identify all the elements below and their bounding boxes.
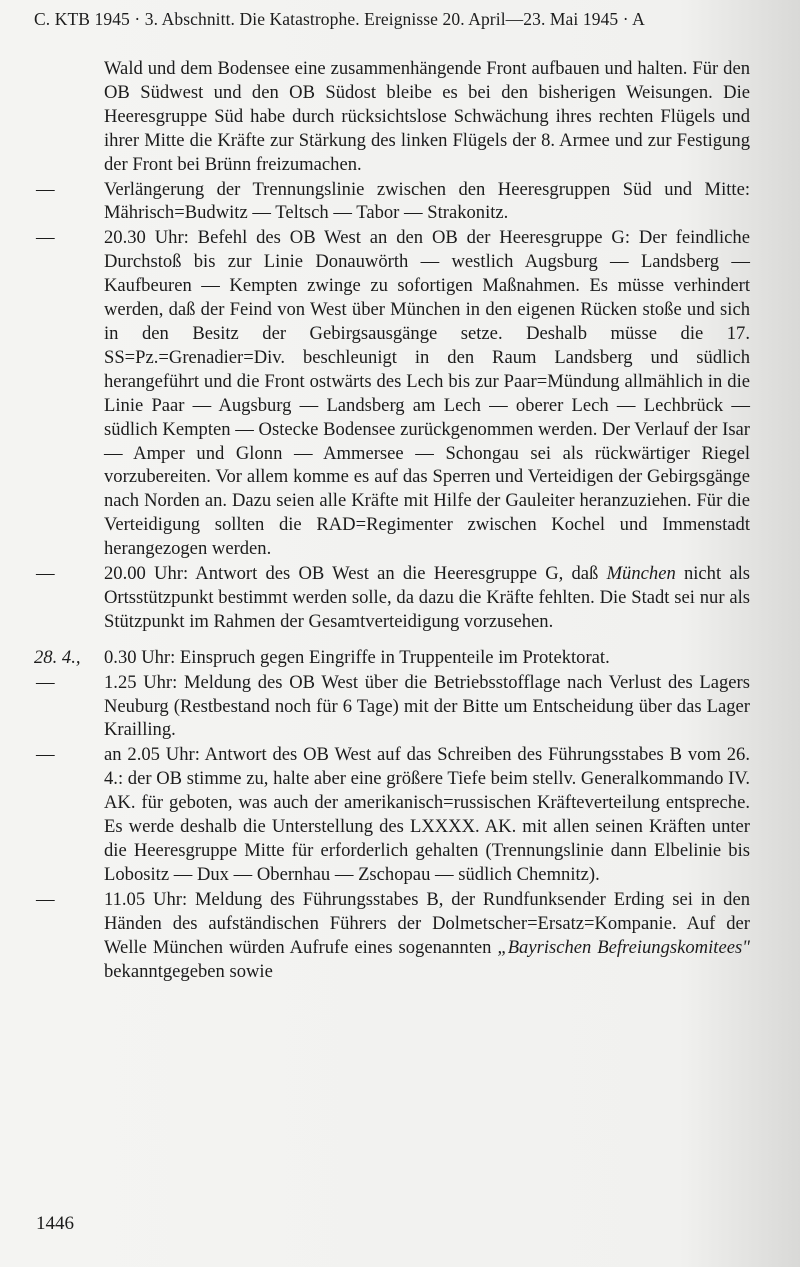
page-body [34, 57, 750, 983]
running-head: C. KTB 1945 · 3. Abschnitt. Die Katastrophe. Ereignisse 20. April—23. Mai 1945 · A [34, 9, 645, 29]
italic-segment: „Bayrischen Befreiungskomitees" [497, 936, 750, 958]
paragraph-text: 1.25 Uhr: Meldung des OB West über die Betriebsstofflage nach Verlust des Lagers Neuburg (Restbestand noch für 6 Tage) mit der Bitte um Entscheidung über das Lager Krailling. [104, 671, 750, 741]
text-segment: 11.05 Uhr: Meldung des Führungsstabes B, der Rundfunksender Erding sei in den Händen des aufständischen Führers der Dolmetscher=Ersatz=Kompanie. Auf der Welle München würden Aufrufe eines sogenannten [104, 888, 750, 958]
paragraph-text: Wald und dem Bodensee eine zusammenhängende Front aufbauen und halten. Für den OB Südwest und den OB Südost bleibe es bei den bisherigen Weisungen. Die Heeresgruppe Süd habe durch rücksichtslose Schwächung ihres rechten Flügels und ihrer Mitte die Kräfte zur Stärkung des linken Flügels der 8. Armee und zur Festigung der Front bei Brünn freizumachen. [104, 58, 750, 175]
paragraph-antwort-0205 [34, 743, 750, 886]
paragraph-text: an 2.05 Uhr: Antwort des OB West auf das Schreiben des Führungsstabes B vom 26. 4.: der OB stimme zu, halte aber eine größere Tiefe beim stellv. Generalkommando IV. AK. für geboten, was auch der amerikanisch=russischen Kräfteverteilung entspreche. Es werde deshalb die Unterstellung des LXXXX. AK. mit allen seinen Kräften unter die Heeresgruppe Mitte für erforderlich gehalten (Trennungslinie dann Elbelinie bis Lobositz — Dux — Obernhau — Zschopau — südlich Chemnitz). [104, 744, 750, 885]
text-segment: bekanntgegeben sowie [104, 960, 273, 982]
paragraph-marker: — [36, 744, 55, 766]
paragraph-meldung-0125 [34, 671, 750, 743]
paragraph-text: 20.30 Uhr: Befehl des OB West an den OB der Heeresgruppe G: Der feindliche Durchstoß bis zur Linie Donauwörth — westlich Augsburg — Landsberg — Kaufbeuren — Kempten zwinge zu sofortigen Maßnahmen. Es müsse verhindert werden, daß der Feind von West über München in den eigenen Rücken stoße und sich in den Besitz der Gebirgsausgänge setze. Deshalb müsse die 17. SS=Pz.=Grenadier=Div. beschleunigt in den Raum Landsberg und südlich herangeführt und die Front ostwärts des Lech bis zur Paar=Mündung allmählich in die Linie Paar — Augsburg — Landsberg am Lech — oberer Lech — Lechbrück — südlich Kempten — Ostecke Bodensee zurückgenommen werden. Der Verlauf der Isar — Amper und Glonn — Ammersee — Schongau sei als rückwärtiger Riegel vorzubereiten. Vor allem komme es auf das Sperren und Verteidigen der Gebirgsgänge nach Norden an. Dazu seien alle Kräfte mit Hilfe der Gauleiter heranzuziehen. Für die Verteidigung sollten die RAD=Regimenter zwischen Kochel und Immenstadt herangezogen werden. [104, 227, 750, 560]
paragraph-befehl-2030 [34, 226, 750, 561]
paragraph-marker [34, 57, 104, 177]
text-segment: nicht als Ortsstützpunkt bestimmt werden solle, da dazu die Kräfte fehlten. Die Stadt sei nur als Stützpunkt im Rahmen der Gesamtverteidigung vorzusehen. [104, 563, 750, 632]
paragraph-date-28-4 [34, 646, 750, 670]
paragraph-text: Verlängerung der Trennungslinie zwischen den Heeresgruppen Süd und Mitte: Mährisch=Budwitz — Teltsch — Tabor — Strakonitz. [104, 178, 750, 224]
italic-segment: München [606, 563, 676, 585]
paragraph-marker: — [36, 563, 55, 585]
paragraph-marker: — [36, 178, 55, 200]
text-segment: 20.00 Uhr: Antwort des OB West an die Heeresgruppe G, daß [104, 563, 607, 585]
paragraph-marker: — [36, 671, 55, 693]
page-number: 1446 [36, 1213, 74, 1234]
paragraph-meldung-1105 [34, 888, 750, 984]
paragraph-marker: — [36, 227, 55, 249]
paragraph-text [104, 888, 750, 984]
paragraph-text [104, 562, 750, 634]
paragraph-text: 0.30 Uhr: Einspruch gegen Eingriffe in Truppenteile im Protektorat. [104, 646, 610, 668]
date-marker: 28. 4., [34, 646, 81, 668]
paragraph-trennungslinie [34, 178, 750, 226]
paragraph-marker: — [36, 888, 55, 910]
paragraph-antwort-2000 [34, 562, 750, 634]
paragraph-continuation [34, 57, 750, 177]
